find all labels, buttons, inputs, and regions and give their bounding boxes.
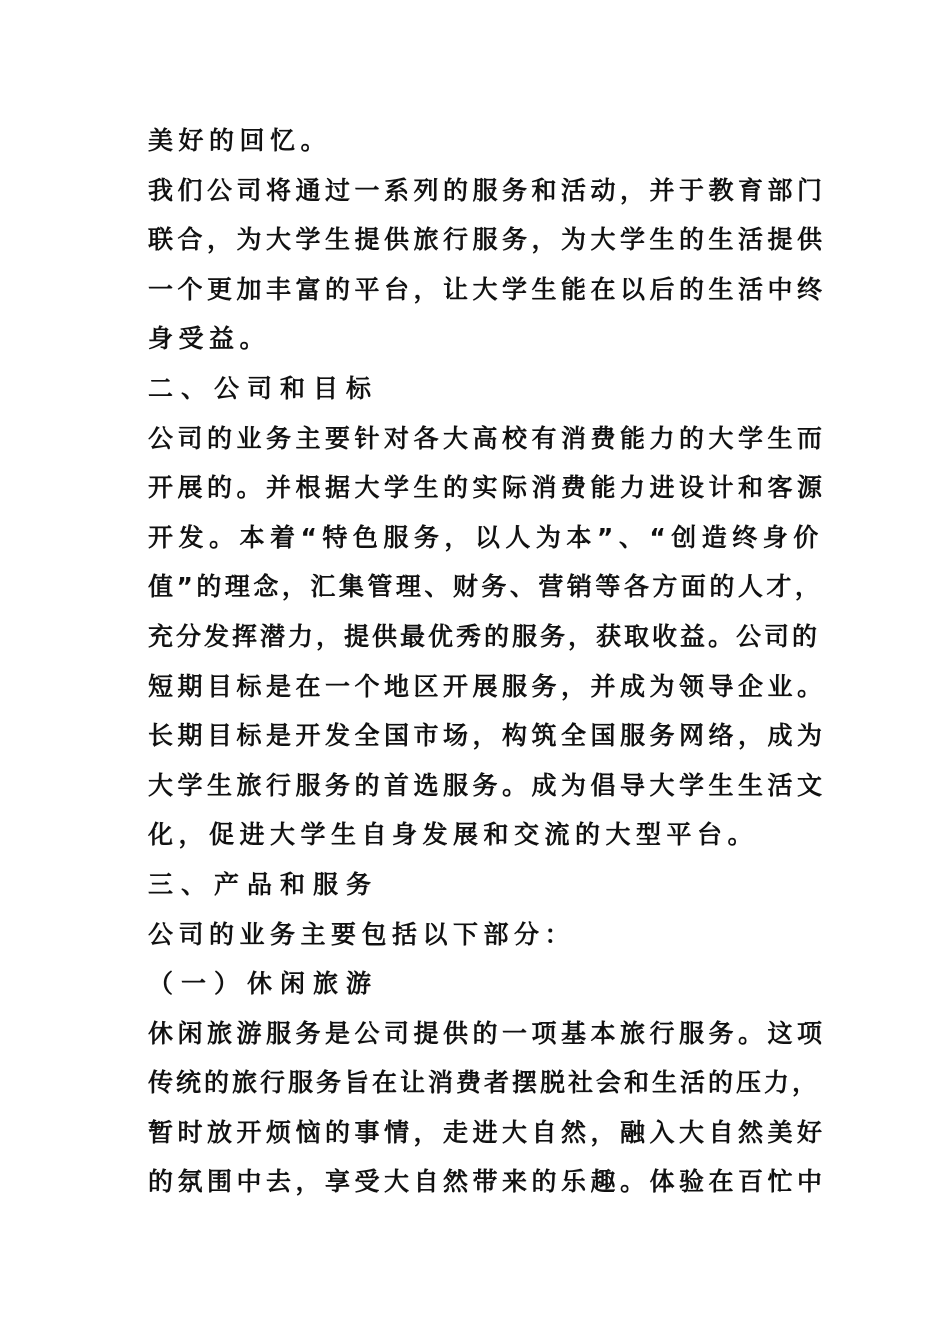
paragraph-line: 开展的。并根据大学生的实际消费能力进设计和客源	[148, 473, 827, 503]
paragraph-line: 身受益。	[148, 324, 271, 354]
paragraph-line: 我们公司将通过一系列的服务和活动，并于教育部门	[148, 175, 827, 205]
paragraph-line: 一个更加丰富的平台，让大学生能在以后的生活中终	[148, 274, 827, 304]
paragraph-line: 开发。本着“特色服务，以人为本”、“创造终身价	[148, 522, 824, 552]
paragraph-line: 公司的业务主要包括以下部分：	[148, 919, 576, 949]
subsection-heading: （一）休闲旅游	[148, 969, 380, 999]
paragraph-line: 充分发挥潜力，提供最优秀的服务，获取收益。公司的	[148, 621, 821, 651]
paragraph-line: 美好的回忆。	[148, 126, 332, 155]
section-heading: 三、产品和服务	[148, 869, 380, 899]
paragraph-line: 休闲旅游服务是公司提供的一项基本旅行服务。这项	[148, 1018, 827, 1048]
paragraph-line: 大学生旅行服务的首选服务。成为倡导大学生生活文	[148, 770, 827, 800]
paragraph-line: 短期目标是在一个地区开展服务，并成为领导企业。	[148, 671, 827, 701]
paragraph-line: 暂时放开烦恼的事情，走进大自然，融入大自然美好	[148, 1117, 827, 1147]
document-body	[148, 116, 828, 1207]
paragraph-line: 的氛围中去，享受大自然带来的乐趣。体验在百忙中	[148, 1167, 827, 1197]
section-heading: 二、公司和目标	[148, 373, 380, 403]
paragraph-line: 化，促进大学生自身发展和交流的大型平台。	[148, 820, 759, 850]
paragraph-line: 值”的理念，汇集管理、财务、营销等各方面的人才，	[148, 572, 824, 602]
paragraph-line: 公司的业务主要针对各大高校有消费能力的大学生而	[148, 423, 827, 453]
paragraph-line: 联合，为大学生提供旅行服务，为大学生的生活提供	[148, 225, 827, 255]
paragraph-line: 长期目标是开发全国市场，构筑全国服务网络，成为	[148, 721, 827, 751]
paragraph-line: 传统的旅行服务旨在让消费者摆脱社会和生活的压力，	[148, 1068, 821, 1098]
